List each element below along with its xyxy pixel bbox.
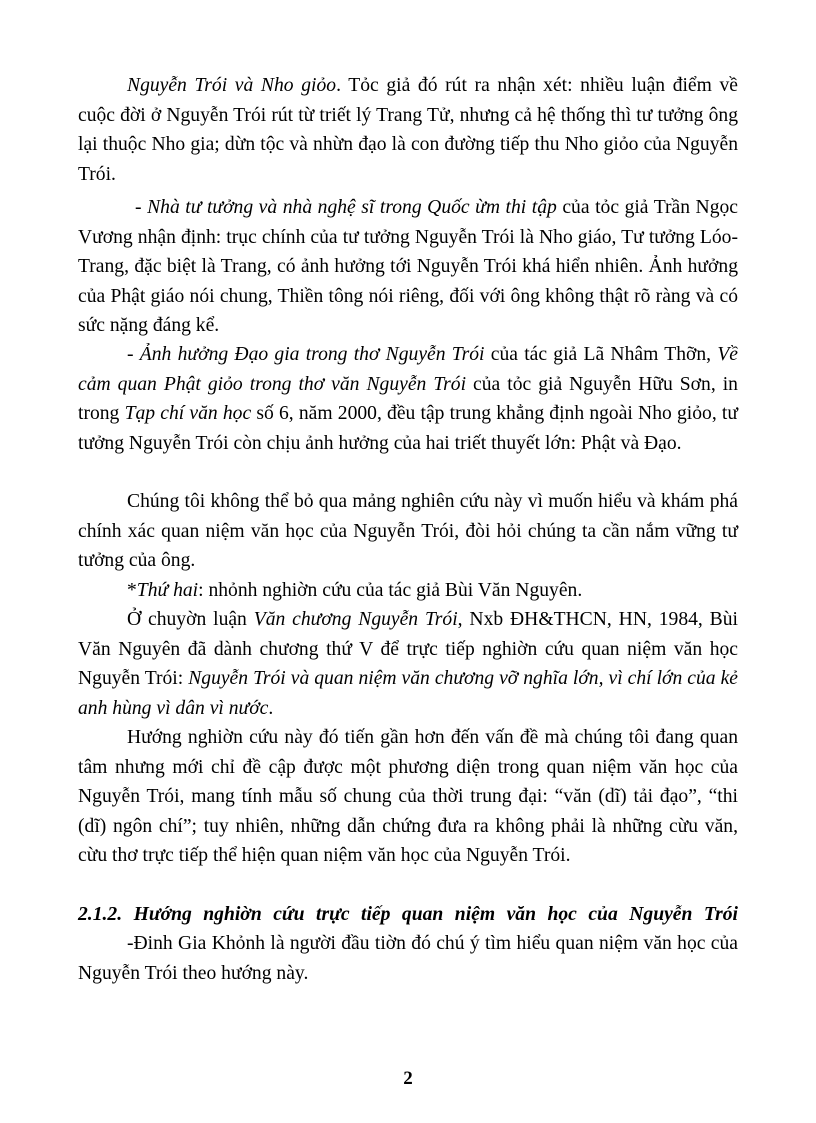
paragraph-4: Chúng tôi không thể bỏ qua mảng nghiên cứu này vì muốn hiểu và khám phá chính xác quan niệm văn học của Nguyễn Trói, đòi hỏi chúng ta cần nắm vững tư tưởng của ông. xyxy=(78,491,738,572)
paragraph-7: Hướng nghiờn cứu này đó tiến gần hơn đến vấn đề mà chúng tôi đang quan tâm nhưng mới chỉ đề cập được một phương diện trong quan niệm văn học của Nguyễn Trói, mang tính mẫu số chung của thời trung đại: “văn (dĩ) tải đạo”, “thi (dĩ) ngôn chí”; tuy nhiên, những dẫn chứng đưa ra không phải là những cừu văn, cừu thơ trực tiếp thể hiện quan niệm văn học của Nguyễn Trói. xyxy=(78,727,738,867)
paragraph-8: -Đinh Gia Khỏnh là người đầu tiờn đó chú ý tìm hiểu quan niệm văn học của Nguyễn Trói theo hướng này. xyxy=(78,933,738,984)
paragraph-text: của tỏc giả Trần Ngọc Vương nhận định: trục chính của tư tưởng Nguyễn Trói là Nho giáo, Tư tưởng Lóo-Trang, đặc biệt là Trang, có ảnh hưởng tới Nguyễn Trói khá hiển nhiên. Ảnh hưởng của Phật giáo nói chung, Thiền tông nói riêng, đối với ông không thật rõ ràng và có sức nặng đáng kể. xyxy=(78,197,738,337)
paragraph-text: của tác giả Lã Nhâm Thỡn, xyxy=(484,344,718,365)
book-title: Nguyễn Trói và Nho giỏo xyxy=(127,75,337,96)
dash: - xyxy=(127,344,140,365)
journal-title: Tạp chí văn học xyxy=(124,403,252,425)
paragraph-text: Ở chuyờn luận xyxy=(127,609,254,630)
paragraph-text: . Tỏc giả đó rút ra nhận xét: nhiều luận điểm về cuộc đời ở Nguyễn Trói rút từ triết lý Trang Tử, nhưng cả hệ thống thì tư tưởng ông lại thuộc Nho gia; dừn tộc và nhừn đạo là con đường tiếp thu Nho giỏo của Nguyễn Trói. xyxy=(78,75,739,185)
paragraph-text: . xyxy=(268,697,274,719)
dash: - xyxy=(135,197,148,218)
paragraph-text: , Nxb ĐH&THCN, HN, 1984, Bùi Văn Nguyên đã dành chương thứ V để trực tiếp nghiờn cứu quan niệm văn học Nguyễn Trói: xyxy=(78,609,738,690)
paragraph-text: của tỏc giả Nguyễn Hữu Sơn, in trong xyxy=(78,373,738,425)
chapter-title: Nguyễn Trói và quan niệm văn chương vỡ nghĩa lớn, vì chí lớn của kẻ anh hùng vì dân vì nước xyxy=(78,668,739,719)
book-title: Văn chương Nguyễn Trói xyxy=(253,609,458,630)
page-number: 2 xyxy=(403,1068,413,1089)
work-title: Nhà tư tưởng và nhà nghệ sĩ trong Quốc ừm thi tập xyxy=(147,197,557,218)
work-title: Ảnh hưởng Đạo gia trong thơ Nguyễn Trói xyxy=(139,344,485,365)
section-heading: 2.1.2. Hướng nghiờn cứu trực tiếp quan niệm văn học của Nguyễn Trói xyxy=(78,904,738,925)
paragraph-3 xyxy=(78,340,738,458)
work-title: Về cảm quan Phật giỏo trong thơ văn Nguyễn Trói xyxy=(78,344,738,395)
paragraph-1 xyxy=(78,71,738,189)
paragraph-text: số 6, năm 2000, đều tập trung khẳng định ngoài Nho giỏo, tư tưởng Nguyễn Trói còn chịu ảnh hưởng của hai triết thuyết lớn: Phật và Đạo. xyxy=(78,403,738,454)
paragraph-text: : nhỏnh nghiờn cứu của tác giả Bùi Văn Nguyên. xyxy=(198,580,583,601)
emphasis: Thứ hai xyxy=(136,580,199,601)
asterisk: * xyxy=(127,580,137,601)
paragraph-6 xyxy=(78,605,738,723)
paragraph-5 xyxy=(78,576,738,606)
paragraph-2 xyxy=(78,193,738,341)
